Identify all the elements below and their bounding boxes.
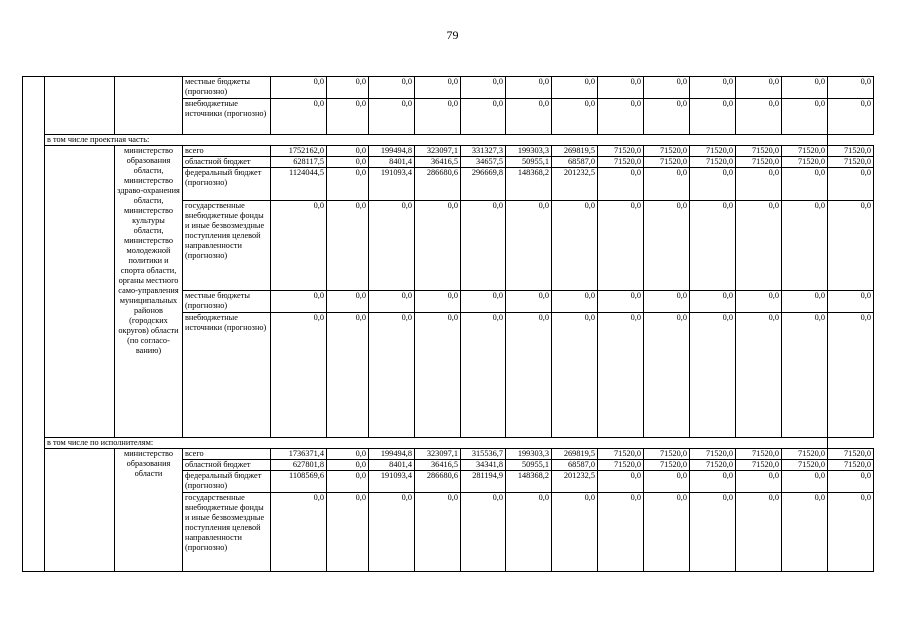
- value-cell: 0,0: [327, 449, 369, 460]
- value-cell: 0,0: [644, 168, 690, 201]
- value-cell: 0,0: [736, 471, 782, 493]
- table-body: [23, 77, 874, 572]
- value-cell: 0,0: [644, 471, 690, 493]
- value-cell: 71520,0: [736, 157, 782, 168]
- value-cell: 0,0: [598, 291, 644, 313]
- value-cell: 68587,0: [552, 157, 598, 168]
- funding-source: федеральный бюджет (прогнозно): [183, 471, 271, 493]
- value-cell: 0,0: [327, 291, 369, 313]
- funding-source: внебюджетные источники (прогнозно): [183, 99, 271, 135]
- value-cell: 0,0: [598, 168, 644, 201]
- value-cell: 71520,0: [828, 449, 874, 460]
- value-cell: 71520,0: [782, 146, 828, 157]
- table-row: [23, 449, 874, 460]
- funding-source: местные бюджеты (прогнозно): [183, 291, 271, 313]
- value-cell: 0,0: [327, 313, 369, 438]
- section-title-executors: в том числе по исполнителям:: [45, 438, 828, 449]
- value-cell: 0,0: [327, 460, 369, 471]
- value-cell: 323097,1: [415, 146, 461, 157]
- value-cell: 0,0: [598, 201, 644, 291]
- value-cell: 0,0: [828, 313, 874, 438]
- value-cell: 323097,1: [415, 449, 461, 460]
- value-cell: 0,0: [736, 201, 782, 291]
- value-cell: 1736371,4: [271, 449, 327, 460]
- funding-source: государственные внебюджетные фонды и иные безвозмездные поступления целевой направленности (прогнозно): [183, 201, 271, 291]
- table-row: [23, 438, 874, 449]
- value-cell: 0,0: [828, 291, 874, 313]
- value-cell: 0,0: [782, 471, 828, 493]
- value-cell: 286680,6: [415, 168, 461, 201]
- value-cell: 0,0: [369, 291, 415, 313]
- value-cell: 0,0: [644, 291, 690, 313]
- value-cell: 0,0: [271, 313, 327, 438]
- value-cell: 71520,0: [644, 460, 690, 471]
- value-cell: 0,0: [552, 201, 598, 291]
- value-cell: 0,0: [644, 313, 690, 438]
- value-cell: 71520,0: [828, 460, 874, 471]
- value-cell: 0,0: [736, 77, 782, 99]
- value-cell: 191093,4: [369, 471, 415, 493]
- value-cell: 199303,3: [506, 449, 552, 460]
- value-cell: 0,0: [506, 77, 552, 99]
- value-cell: 191093,4: [369, 168, 415, 201]
- executor-cell: министерство образования области: [115, 449, 183, 572]
- value-cell: 315536,7: [461, 449, 506, 460]
- value-cell: 71520,0: [736, 449, 782, 460]
- value-cell: 0,0: [415, 313, 461, 438]
- value-cell: 0,0: [598, 313, 644, 438]
- value-cell: 71520,0: [736, 146, 782, 157]
- value-cell: 269819,5: [552, 146, 598, 157]
- funding-source: внебюджетные источники (прогнозно): [183, 313, 271, 438]
- value-cell: 0,0: [506, 99, 552, 135]
- value-cell: 0,0: [506, 313, 552, 438]
- value-cell: 628117,5: [271, 157, 327, 168]
- value-cell: 0,0: [644, 493, 690, 572]
- value-cell: 199494,8: [369, 146, 415, 157]
- value-cell: 0,0: [327, 99, 369, 135]
- value-cell: 0,0: [736, 493, 782, 572]
- value-cell: 0,0: [461, 99, 506, 135]
- value-cell: 68587,0: [552, 460, 598, 471]
- value-cell: 0,0: [690, 493, 736, 572]
- value-cell: 1108569,6: [271, 471, 327, 493]
- value-cell: 0,0: [782, 313, 828, 438]
- value-cell: 50955,1: [506, 157, 552, 168]
- page-number: 79: [446, 28, 459, 42]
- value-cell: 0,0: [690, 313, 736, 438]
- value-cell: 0,0: [782, 493, 828, 572]
- value-cell: 0,0: [327, 168, 369, 201]
- value-cell: 1752162,0: [271, 146, 327, 157]
- value-cell: 0,0: [736, 99, 782, 135]
- value-cell: 0,0: [415, 201, 461, 291]
- value-cell: 34657,5: [461, 157, 506, 168]
- value-cell: 0,0: [690, 77, 736, 99]
- value-cell: 71520,0: [782, 157, 828, 168]
- executor-col: [115, 77, 183, 135]
- value-cell: 0,0: [644, 201, 690, 291]
- value-cell: 1124044,5: [271, 168, 327, 201]
- value-cell: 0,0: [644, 77, 690, 99]
- value-cell: 0,0: [828, 493, 874, 572]
- value-cell: 71520,0: [690, 157, 736, 168]
- value-cell: 0,0: [506, 493, 552, 572]
- value-cell: 0,0: [736, 313, 782, 438]
- value-cell: 0,0: [598, 471, 644, 493]
- executor-cell: министерство образования области, министерство здраво-охранения области, министерство культуры области, министерство молодежной политики и спорта области, органы местного само-управления муниципальных районов (городских округов) области (по согласо-ванию): [115, 146, 183, 438]
- value-cell: 0,0: [415, 291, 461, 313]
- value-cell: 71520,0: [828, 146, 874, 157]
- value-cell: 296669,8: [461, 168, 506, 201]
- value-cell: 0,0: [415, 77, 461, 99]
- funding-source: областной бюджет: [183, 460, 271, 471]
- value-cell: 0,0: [552, 313, 598, 438]
- value-cell: 281194,9: [461, 471, 506, 493]
- value-cell: 0,0: [327, 493, 369, 572]
- value-cell: 0,0: [271, 291, 327, 313]
- name-col: [45, 146, 115, 438]
- value-cell: 0,0: [506, 201, 552, 291]
- value-cell: 0,0: [369, 201, 415, 291]
- name-col: [45, 449, 115, 572]
- value-cell: 0,0: [690, 99, 736, 135]
- value-cell: 71520,0: [598, 449, 644, 460]
- value-cell: 71520,0: [644, 449, 690, 460]
- table-row: [23, 77, 874, 99]
- value-cell: 0,0: [690, 291, 736, 313]
- funding-source: государственные внебюджетные фонды и иные безвозмездные поступления целевой направленности (прогнозно): [183, 493, 271, 572]
- value-cell: 0,0: [369, 99, 415, 135]
- value-cell: 0,0: [736, 291, 782, 313]
- value-cell: 0,0: [327, 471, 369, 493]
- value-cell: 0,0: [271, 99, 327, 135]
- value-cell: 8401,4: [369, 460, 415, 471]
- value-cell: 0,0: [828, 471, 874, 493]
- value-cell: 0,0: [506, 291, 552, 313]
- name-col: [45, 77, 115, 135]
- value-cell: 199303,3: [506, 146, 552, 157]
- funding-source: всего: [183, 449, 271, 460]
- value-cell: 71520,0: [736, 460, 782, 471]
- value-cell: 0,0: [598, 99, 644, 135]
- value-cell: 0,0: [782, 99, 828, 135]
- value-cell: 0,0: [828, 99, 874, 135]
- funding-source: областной бюджет: [183, 157, 271, 168]
- value-cell: 0,0: [782, 201, 828, 291]
- value-cell: 0,0: [552, 99, 598, 135]
- value-cell: 0,0: [327, 146, 369, 157]
- value-cell: 0,0: [736, 168, 782, 201]
- value-cell: 201232,5: [552, 168, 598, 201]
- value-cell: 331327,3: [461, 146, 506, 157]
- value-cell: 0,0: [415, 99, 461, 135]
- value-cell: 71520,0: [690, 146, 736, 157]
- value-cell: 8401,4: [369, 157, 415, 168]
- table-row: [23, 146, 874, 157]
- value-cell: 0,0: [828, 201, 874, 291]
- value-cell: 0,0: [552, 493, 598, 572]
- value-cell: 627801,8: [271, 460, 327, 471]
- value-cell: 71520,0: [782, 460, 828, 471]
- value-cell: 0,0: [369, 313, 415, 438]
- value-cell: 0,0: [690, 168, 736, 201]
- value-cell: 201232,5: [552, 471, 598, 493]
- table-row: [23, 135, 874, 146]
- value-cell: 0,0: [327, 77, 369, 99]
- value-cell: 34341,8: [461, 460, 506, 471]
- value-cell: 286680,6: [415, 471, 461, 493]
- value-cell: 71520,0: [644, 146, 690, 157]
- value-cell: 0,0: [828, 168, 874, 201]
- funding-source: местные бюджеты (прогнозно): [183, 77, 271, 99]
- value-cell: 71520,0: [598, 146, 644, 157]
- value-cell: 148368,2: [506, 168, 552, 201]
- value-cell: 0,0: [598, 493, 644, 572]
- value-cell: 71520,0: [690, 460, 736, 471]
- value-cell: 0,0: [552, 291, 598, 313]
- value-cell: 0,0: [461, 77, 506, 99]
- value-cell: 0,0: [271, 493, 327, 572]
- value-cell: 0,0: [690, 471, 736, 493]
- funding-source: федеральный бюджет (прогнозно): [183, 168, 271, 201]
- value-cell: 71520,0: [598, 157, 644, 168]
- value-cell: 0,0: [644, 99, 690, 135]
- funding-table: [22, 76, 874, 572]
- value-cell: 0,0: [782, 77, 828, 99]
- value-cell: 0,0: [552, 77, 598, 99]
- value-cell: 0,0: [271, 77, 327, 99]
- value-cell: 71520,0: [690, 449, 736, 460]
- value-cell: 269819,5: [552, 449, 598, 460]
- value-cell: 0,0: [271, 201, 327, 291]
- value-cell: 50955,1: [506, 460, 552, 471]
- value-cell: 0,0: [327, 157, 369, 168]
- value-cell: 36416,5: [415, 157, 461, 168]
- value-cell: 0,0: [782, 168, 828, 201]
- value-cell: 0,0: [598, 77, 644, 99]
- value-cell: 0,0: [690, 201, 736, 291]
- value-cell: 0,0: [461, 291, 506, 313]
- value-cell: 0,0: [369, 77, 415, 99]
- left-margin-col: [23, 77, 45, 572]
- section-title-project: в том числе проектная часть:: [45, 135, 828, 146]
- value-cell: 0,0: [369, 493, 415, 572]
- value-cell: 0,0: [461, 493, 506, 572]
- value-cell: 71520,0: [598, 460, 644, 471]
- value-cell: 0,0: [327, 201, 369, 291]
- value-cell: 71520,0: [644, 157, 690, 168]
- value-cell: 0,0: [461, 201, 506, 291]
- value-cell: 36416,5: [415, 460, 461, 471]
- value-cell: 0,0: [415, 493, 461, 572]
- value-cell: 148368,2: [506, 471, 552, 493]
- value-cell: 0,0: [828, 77, 874, 99]
- value-cell: 0,0: [782, 291, 828, 313]
- funding-source: всего: [183, 146, 271, 157]
- value-cell: 199494,8: [369, 449, 415, 460]
- value-cell: 0,0: [461, 313, 506, 438]
- value-cell: 71520,0: [782, 449, 828, 460]
- value-cell: 71520,0: [828, 157, 874, 168]
